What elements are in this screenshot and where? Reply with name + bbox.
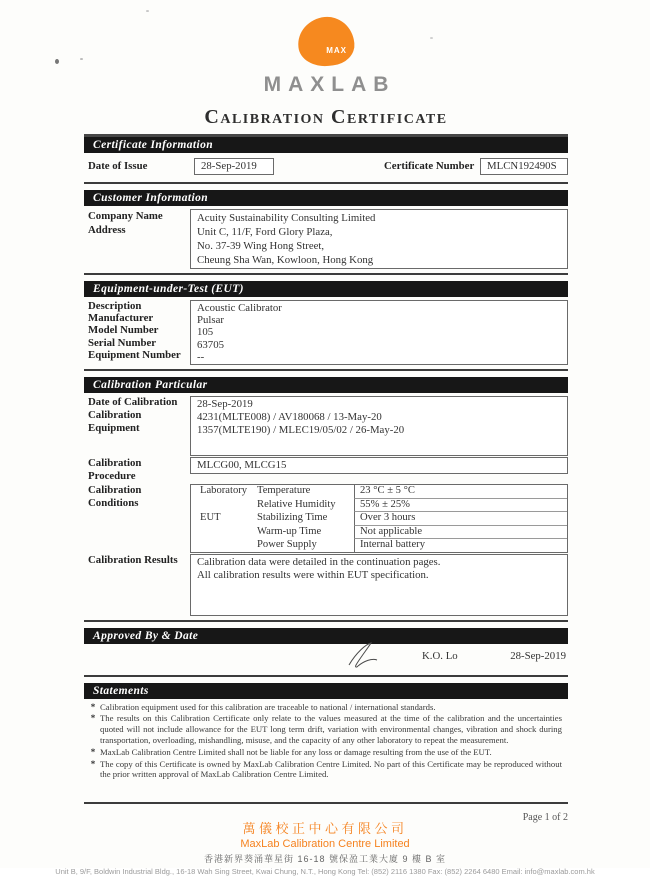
calibration-equipment-line: 1357(MLTE190) / MLEC19/05/02 / 26-May-20 [197,424,405,437]
calibration-results-label: Calibration Results [88,553,178,566]
condition-value: Over 3 hours [354,512,567,526]
section-eut [84,281,568,371]
footer-address-english: Unit B, 9/F, Boldwin Industrial Bldg., 16-18 Wah Sing Street, Kwai Chung, N.T., Hong Kong Tel: (852) 2116 1380 Fax: (852) 2264 6480 Email: info@maxlab.com.hk [55,867,595,876]
statement-item: * MaxLab Calibration Centre Limited shall not be liable for any loss or damage resulting from the use of the EUT. [86,747,562,758]
condition-name: Stabilizing Time [257,512,328,524]
eut-row-value: -- [197,350,205,363]
logo-area [84,0,568,97]
certificate-info-row [84,156,568,178]
eut-row-value: 63705 [197,338,224,351]
statement-item: * The results on this Calibration Certificate only relate to the values measured at the time of the calibration and the uncertainties quoted will not include allowance for the EUT long term drift, variation with environmental changes, vibration and shock during transportation, overloading, mishandling, misuse, and the capacity of any other laboratory to repeat the measurement. [86,713,562,745]
condition-group [191,539,257,552]
condition-row [191,512,567,526]
section-header: Calibration Particular [84,377,568,393]
maxlab-wordmark: MAXLAB [263,73,396,96]
condition-name: Power Supply [257,539,317,551]
eut-row-label: Manufacturer [88,312,154,325]
certificate-number-label: Certificate Number [384,160,475,172]
bullet: * [90,746,96,757]
eut-row-label: Serial Number [88,336,157,349]
condition-value: Internal battery [354,539,567,552]
section-calibration-particular [84,377,568,622]
eut-row-value: 105 [197,326,214,339]
section-header: Equipment-under-Test (EUT) [84,281,568,297]
footer-address-chinese: 香港新界葵涌華星街 16-18 號保盈工業大廈 9 樓 B 室 [203,854,447,864]
calibration-equipment-label: Calibration Equipment [88,409,142,435]
scan-speck [55,59,59,64]
section-header: Statements [84,683,568,699]
address-label: Address [88,224,126,236]
bullet: * [90,758,96,769]
customer-line: Unit C, 11/F, Ford Glory Plaza, [197,226,333,238]
bullet: * [90,701,96,712]
calibration-conditions-table [190,484,568,553]
section-customer-information [84,190,568,275]
calibration-procedure-label: Calibration Procedure [88,457,142,483]
date-of-issue-label: Date of Issue [88,160,148,172]
maxlab-logo-blob-icon [298,17,354,66]
approval-date: 28-Sep-2019 [510,649,566,662]
section-certificate-information [84,137,568,184]
condition-value: Not applicable [354,526,567,540]
calibration-results-line: Calibration data were detailed in the continuation pages. [197,555,441,568]
footer-company-english: MaxLab Calibration Centre Limited [240,838,410,850]
condition-name: Relative Humidity [257,498,336,510]
section-header: Customer Information [84,190,568,206]
condition-group [191,526,257,540]
condition-row [191,485,567,499]
calibration-conditions-label: Calibration Conditions [88,484,142,510]
eut-row-value: Pulsar [197,314,224,327]
calibration-date-equipment-box [190,396,568,456]
condition-value: 55% ± 25% [354,499,567,513]
certificate-number-value: MLCN192490S [480,158,568,175]
condition-row [191,539,567,552]
date-of-issue-value: 28-Sep-2019 [194,158,274,175]
condition-group: Laboratory [200,485,248,497]
calibration-results-line: All calibration results were within EUT specification. [197,568,429,581]
footer [0,818,650,876]
section-header: Approved By & Date [84,628,568,644]
customer-line: Cheung Sha Wan, Kowloon, Hong Kong [197,254,374,266]
logo-blob-text: MAX [326,46,347,55]
condition-name: Warm-up Time [257,525,322,537]
scan-speck [80,58,83,60]
approver-name: K.O. Lo [422,649,458,662]
calibration-results-box [190,554,568,616]
statement-item: * Calibration equipment used for this calibration are traceable to national / international standards. [86,702,562,713]
footer-company-chinese: 萬儀校正中心有限公司 [242,821,408,836]
condition-group: EUT [200,512,221,524]
customer-address-box [190,209,568,269]
calibration-procedure-box [190,457,568,474]
calibration-procedure-value: MLCG00, MLCG15 [197,459,287,472]
eut-values-box [190,300,568,365]
signature [346,641,388,669]
date-of-calibration-label: Date of Calibration [88,396,178,409]
condition-value: 23 °C ± 5 °C [354,485,567,499]
customer-line: Acuity Sustainability Consulting Limited [197,212,376,224]
company-name-label: Company Name [88,210,163,222]
calibration-equipment-line: 4231(MLTE008) / AV180068 / 13-May-20 [197,411,382,424]
eut-row-label: Description [88,300,142,312]
eut-row-label: Equipment Number [88,348,181,361]
date-of-calibration-value: 28-Sep-2019 [197,398,253,411]
bullet: * [90,713,96,724]
section-statements [84,683,568,804]
eut-row-value: Acoustic Calibrator [197,302,282,314]
condition-name: Temperature [257,485,311,497]
condition-row [191,499,567,513]
page-number: Page 1 of 2 [522,811,568,823]
condition-group [191,499,257,513]
condition-row [191,526,567,540]
eut-row-label: Model Number [88,324,159,337]
statement-item: * The copy of this Certificate is owned by MaxLab Calibration Centre Limited. No part of this Certificate may be reproduced without the prior written approval of MaxLab Calibration Centre Limited. [86,759,562,781]
document-title: Calibration Certificate [204,106,448,128]
section-approved-by [84,628,568,677]
section-header: Certificate Information [84,137,568,153]
customer-line: No. 37-39 Wing Hong Street, [197,240,325,252]
